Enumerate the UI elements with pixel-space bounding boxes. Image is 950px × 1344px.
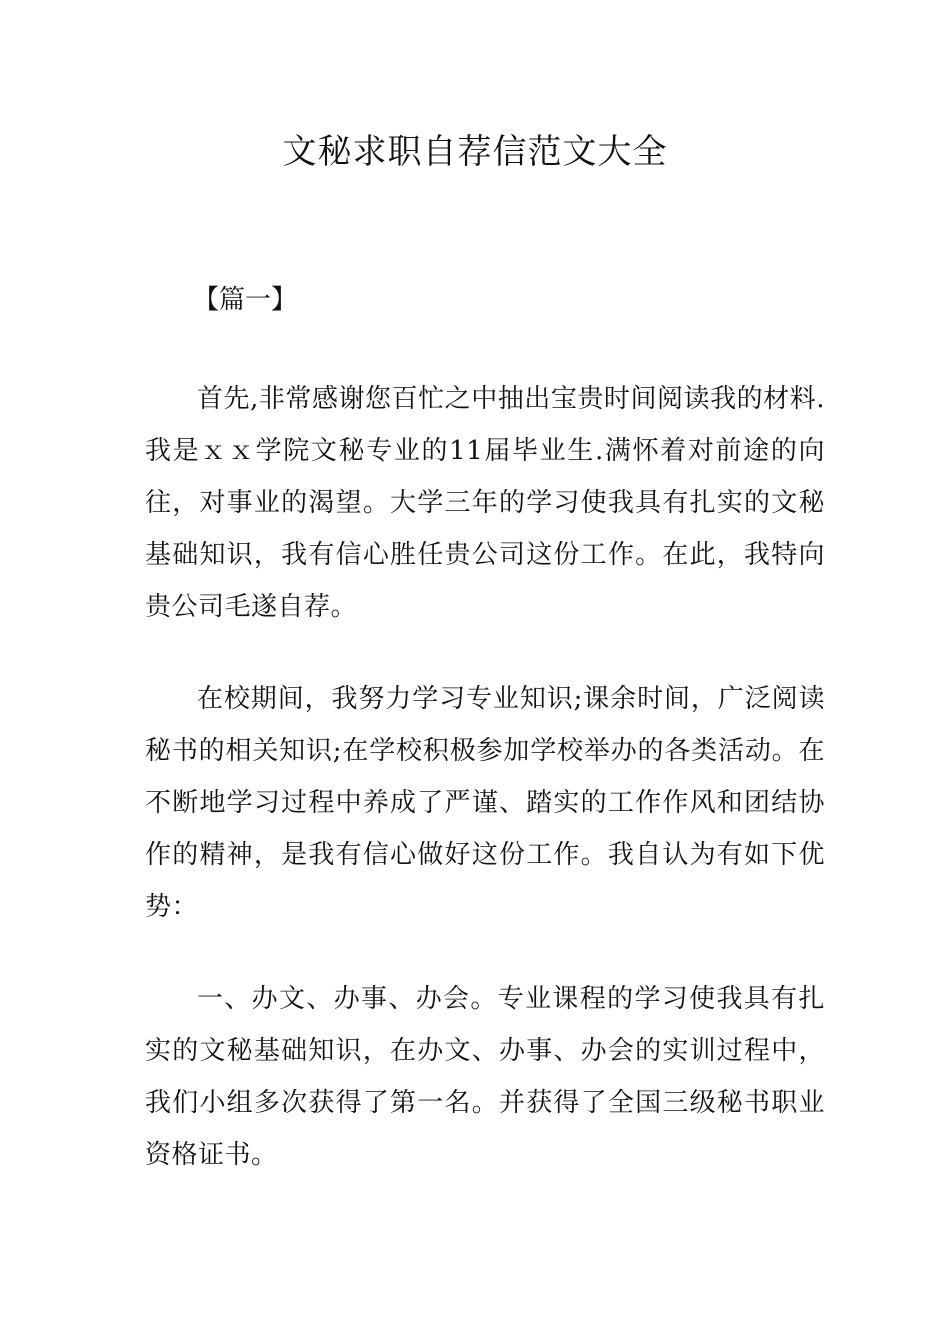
paragraph-1: 首先,非常感谢您百忙之中抽出宝贵时间阅读我的材料.我是ｘｘ学院文秘专业的11届毕业生.满怀着对前途的向往，对事业的渴望。大学三年的学习使我具有扎实的文秘基础知识，我有信心胜任贵公司这份工作。在此，我特向贵公司毛遂自荐。 [145,384,825,622]
section-label: 【篇一】 [193,285,298,315]
paragraph-2: 在校期间，我努力学习专业知识;课余时间，广泛阅读秘书的相关知识;在学校积极参加学校举办的各类活动。在不断地学习过程中养成了严谨、踏实的工作作风和团结协作的精神，是我有信心做好这份工作。我自认为有如下优势： [145,684,825,922]
paragraph-3: 一、办文、办事、办会。专业课程的学习使我具有扎实的文秘基础知识，在办文、办事、办会的实训过程中，我们小组多次获得了第一名。并获得了全国三级秘书职业资格证书。 [145,984,825,1170]
document-title: 文秘求职自荐信范文大全 [282,132,668,172]
